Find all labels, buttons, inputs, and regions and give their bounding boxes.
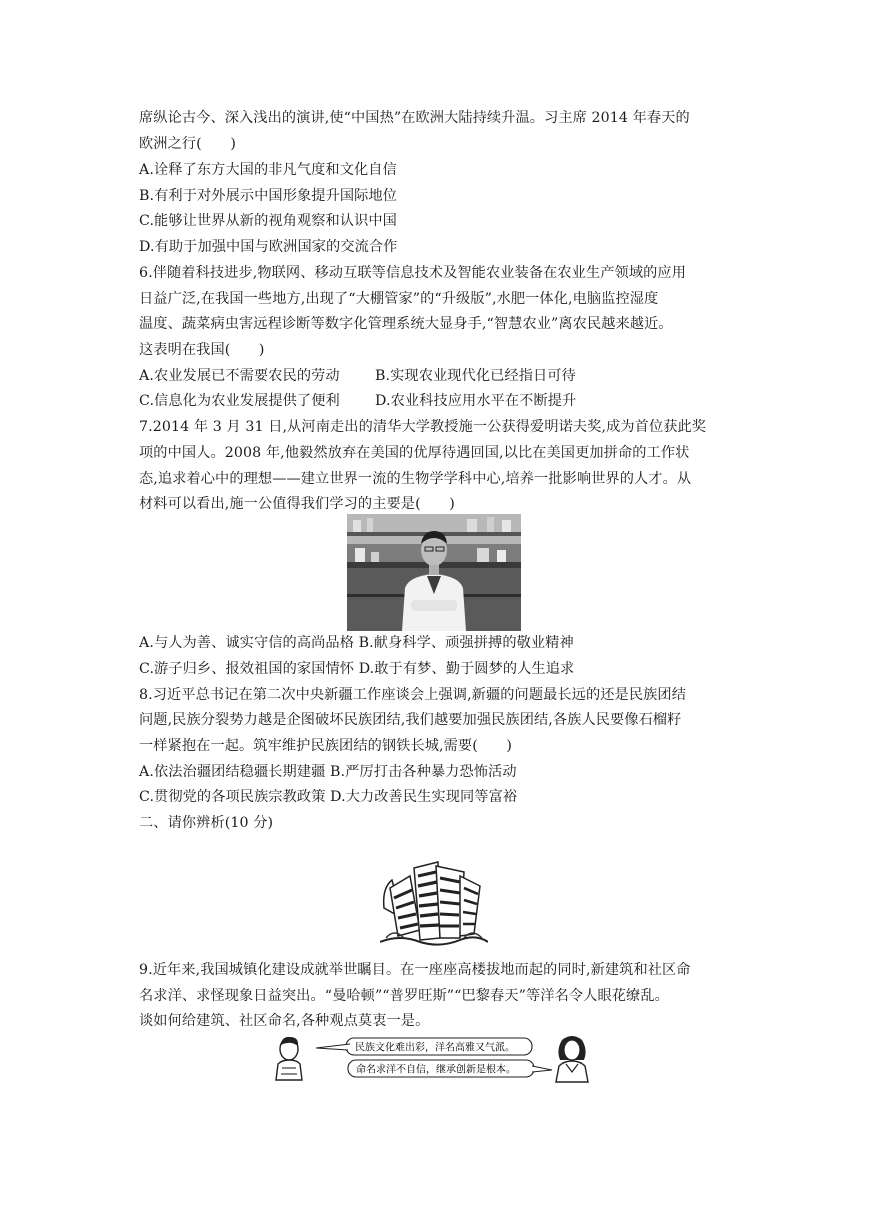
q5-option-b: B.有利于对外展示中国形象提升国际地位 [139,188,398,204]
q6-stem-line-3: 温度、蔬菜病虫害远程诊断等数字化管理系统大显身手,“智慧农业”离农民越来越近。 [139,316,673,332]
q7-stem-line-1: 7.2014 年 3 月 31 日,从河南走出的清华大学教授施一公获得爱明诺夫奖,成为首位获此奖 [139,419,707,435]
q7-options-line-1: A.与人为善、诚实守信的高尚品格 B.献身科学、顽强拼搏的敬业精神 [139,635,574,651]
buildings-cartoon [380,858,488,948]
q6-option-d: D.农业科技应用水平在不断提升 [375,393,577,409]
q7-stem-line-4: 材料可以看出,施一公值得我们学习的主要是( ) [139,496,455,512]
bubble-top-text: 民族文化难出彩，洋名高雅又气派。 [355,1042,515,1054]
scientist-photo-illustration [347,514,521,631]
q6-stem-line-4: 这表明在我国( ) [139,342,265,358]
q7-options-line-2: C.游子归乡、报效祖国的家国情怀 D.敢于有梦、勤于圆梦的人生追求 [139,661,575,677]
q8-stem-line-1: 8.习近平总书记在第二次中央新疆工作座谈会上强调,新疆的问题最长远的还是民族团结 [139,687,686,703]
q8-stem-line-2: 问题,民族分裂势力越是企图破坏民族团结,我们越要加强民族团结,各族人民要像石榴籽 [139,712,682,728]
dialogue-illustration [270,1034,600,1084]
scientist-photo [347,514,521,631]
q6-option-c: C.信息化为农业发展提供了便利 [139,393,340,409]
q9-stem-line-2: 名求洋、求怪现象日益突出。“曼哈顿”“普罗旺斯”“巴黎春天”等洋名令人眼花缭乱。 [139,988,669,1004]
q9-stem-line-3: 谈如何给建筑、社区命名,各种观点莫衷一是。 [139,1013,430,1029]
q5-stem-line-2: 欧洲之行( ) [139,136,236,152]
q8-stem-line-3: 一样紧抱在一起。筑牢维护民族团结的钢铁长城,需要( ) [139,738,513,754]
boy-figure [276,1037,302,1080]
dialogue-figures [270,1034,600,1084]
q7-stem-line-2: 项的中国人。2008 年,他毅然放弃在美国的优厚待遇回国,以比在美国更加拼命的工作状 [139,445,690,461]
q5-option-a: A.诠释了东方大国的非凡气度和文化自信 [139,162,397,178]
bubble-bottom-text: 命名求洋不自信，继承创新是根本。 [356,1064,516,1076]
buildings-illustration [380,858,488,948]
q6-stem-line-2: 日益广泛,在我国一些地方,出现了“大棚管家”的“升级版”,水肥一体化,电脑监控湿度 [139,291,659,307]
q5-option-c: C.能够让世界从新的视角观察和认识中国 [139,213,397,229]
q6-option-a: A.农业发展已不需要农民的劳动 [139,368,340,384]
q8-options-line-1: A.依法治疆团结稳疆长期建疆 B.严厉打击各种暴力恐怖活动 [139,764,517,780]
q6-option-b: B.实现农业现代化已经指日可待 [375,368,576,384]
q8-options-line-2: C.贯彻党的各项民族宗教政策 D.大力改善民生实现同等富裕 [139,789,518,805]
q9-stem-line-1: 9.近年来,我国城镇化建设成就举世瞩目。在一座座高楼拔地而起的同时,新建筑和社区命 [139,962,691,978]
q6-stem-line-1: 6.伴随着科技进步,物联网、移动互联等信息技术及智能农业装备在农业生产领域的应用 [139,265,686,281]
section-heading: 二、请你辨析(10 分) [139,815,274,831]
q5-stem-line-1: 席纵论古今、深入浅出的演讲,使“中国热”在欧洲大陆持续升温。习主席 2014 年春天的 [139,110,690,126]
q5-option-d: D.有助于加强中国与欧洲国家的交流合作 [139,239,398,255]
q7-stem-line-3: 态,追求着心中的理想——建立世界一流的生物学学科中心,培养一批影响世界的人才。从 [139,471,692,487]
girl-figure [556,1036,588,1082]
